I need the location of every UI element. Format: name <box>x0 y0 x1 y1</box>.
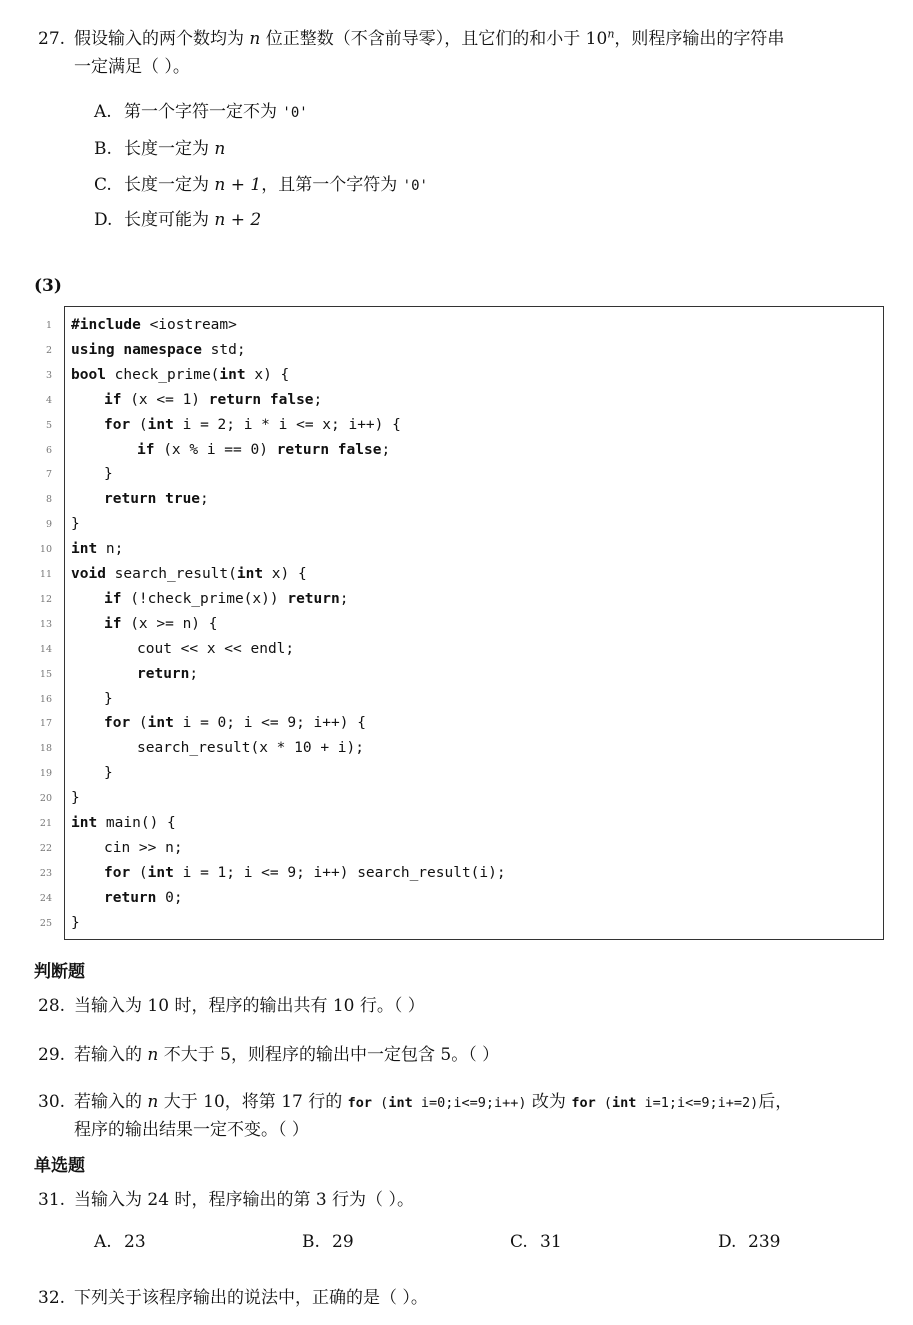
code-keyword: if <box>104 615 122 632</box>
q30-text-c: 改为 <box>531 1092 566 1112</box>
option-label: D. <box>94 210 113 230</box>
q31-option-d[interactable] <box>718 1232 780 1252</box>
code-keyword: #include <box>71 317 141 333</box>
code-keyword: if <box>104 391 122 408</box>
option-text: 长度可能为 <box>124 210 209 230</box>
q27-option-c[interactable] <box>94 170 428 195</box>
code-part: i=0;i<=9;i++) <box>412 1095 527 1111</box>
q32-text: 下列关于该程序输出的说法中，正确的是（ ）。 <box>74 1288 428 1308</box>
q30-line1 <box>38 1087 792 1112</box>
code-part: i=1;i<=9;i+=2) <box>636 1095 759 1111</box>
code-text: <iostream> <box>140 317 237 333</box>
option-code: '0' <box>282 105 308 121</box>
code-keyword: return false <box>276 441 382 458</box>
code-kw: for <box>571 1095 596 1111</box>
q27-option-b[interactable] <box>94 134 225 159</box>
code-part: ( <box>595 1095 612 1111</box>
q27-text-b: 位正整数（不含前导零），且它们的和小于 <box>265 29 581 49</box>
q32-number: 32. <box>38 1288 66 1308</box>
q27-option-d[interactable] <box>94 205 261 230</box>
code-keyword: if <box>104 590 122 607</box>
code-line <box>104 392 322 416</box>
code-line <box>137 740 364 764</box>
code-text: n; <box>97 541 124 558</box>
code-text: ( <box>130 715 148 732</box>
code-line-number: 11 <box>39 569 52 580</box>
code-line-number: 6 <box>45 444 52 456</box>
q29-text-a: 若输入的 <box>74 1045 142 1065</box>
code-line-number: 20 <box>39 793 52 805</box>
code-line-number: 13 <box>39 618 52 630</box>
q31-option-a[interactable] <box>94 1232 146 1252</box>
code-keyword: int <box>147 864 174 881</box>
section-heading-3: (3) <box>34 276 62 296</box>
q30-number: 30. <box>38 1092 66 1112</box>
option-label: A. <box>94 102 112 122</box>
code-line-number: 3 <box>45 369 52 381</box>
code-keyword: return <box>104 889 157 906</box>
code-keyword: for <box>104 864 131 881</box>
code-line-number: 2 <box>45 344 52 356</box>
option-text: 23 <box>124 1232 146 1252</box>
code-text: ; <box>200 491 209 508</box>
option-math: n + 2 <box>214 210 262 230</box>
code-line <box>104 417 401 441</box>
code-line-number: 18 <box>39 743 52 755</box>
code-line <box>71 516 80 540</box>
option-text: 长度一定为 <box>124 175 209 195</box>
q29-text-b: 不大于 5，则程序的输出中一定包含 5。（ ） <box>163 1045 500 1065</box>
code-keyword: for <box>104 416 131 433</box>
code-text: (x <= 1) <box>121 391 209 408</box>
option-label: C. <box>510 1232 528 1252</box>
code-line <box>104 890 183 914</box>
option-label: A. <box>94 1232 112 1252</box>
code-text: ; <box>313 391 323 408</box>
code-keyword: int <box>71 815 98 831</box>
code-line-number: 10 <box>39 544 52 556</box>
code-line <box>104 491 209 515</box>
code-text: cin >> n; <box>104 839 183 856</box>
code-line-number: 8 <box>45 494 52 506</box>
option-label: B. <box>94 139 112 159</box>
code-keyword: return <box>287 590 340 607</box>
code-line <box>71 815 176 839</box>
code-line-number: 24 <box>39 892 52 904</box>
code-text: (!check_prime(x)) <box>121 590 288 607</box>
code-text: i = 2; i * i <= x; i++) { <box>173 416 401 433</box>
option-text: 31 <box>540 1232 562 1252</box>
q28 <box>38 991 425 1016</box>
code-text: check_prime( <box>105 366 220 383</box>
code-line-number: 23 <box>39 867 52 879</box>
code-text: } <box>71 914 80 931</box>
option-text: 第一个字符一定不为 <box>124 102 277 122</box>
q27-power <box>586 29 615 49</box>
code-line-number: 14 <box>39 643 52 655</box>
code-line <box>71 915 80 939</box>
code-text: ; <box>339 590 349 607</box>
q30-text-a: 若输入的 <box>74 1092 142 1112</box>
q29-var-n: n <box>147 1045 159 1065</box>
code-line <box>71 367 289 391</box>
q27-line1 <box>38 24 784 49</box>
code-line <box>104 466 113 490</box>
code-line <box>104 691 113 715</box>
code-text: } <box>104 690 113 707</box>
code-line-number: 12 <box>39 593 52 605</box>
code-text: i = 0; i <= 9; i++) { <box>173 715 366 732</box>
q29-number: 29. <box>38 1045 66 1065</box>
code-keyword: return <box>137 665 190 682</box>
code-line <box>104 616 218 640</box>
code-listing <box>64 306 884 940</box>
code-text: cout << x << endl; <box>137 640 295 657</box>
code-text: ; <box>189 665 199 682</box>
q29 <box>38 1040 499 1065</box>
q27-text-a: 假设输入的两个数均为 <box>74 29 244 49</box>
code-text: ; <box>381 441 391 458</box>
code-line-number: 16 <box>39 693 52 705</box>
q27-line2: 一定满足（ ）。 <box>74 57 190 77</box>
q28-number: 28. <box>38 996 66 1016</box>
q28-text: 当输入为 10 时，程序的输出共有 10 行。（ ） <box>74 996 425 1016</box>
code-line <box>104 715 366 739</box>
code-text: } <box>104 765 113 782</box>
option-math: n <box>214 139 226 159</box>
q30-code-modified <box>571 1095 758 1111</box>
code-text: i = 1; i <= 9; i++) search_result(i); <box>173 864 506 881</box>
q27-var-n: n <box>249 29 261 49</box>
code-line <box>137 666 198 690</box>
q27-number: 27. <box>38 29 66 49</box>
code-line-number: 7 <box>45 469 52 481</box>
code-kw: int <box>388 1095 413 1111</box>
code-line-number: 22 <box>39 842 52 854</box>
option-text: 29 <box>332 1232 354 1252</box>
code-keyword: return false <box>208 391 314 408</box>
code-keyword: if <box>137 441 155 458</box>
code-text: (x % i == 0) <box>154 441 277 458</box>
q30-line2: 程序的输出结果一定不变。（ ） <box>74 1120 309 1140</box>
code-text: } <box>71 516 80 533</box>
code-part: ( <box>372 1095 389 1111</box>
q30-text-b: 大于 10，将第 17 行的 <box>163 1092 343 1112</box>
code-keyword: int <box>147 416 174 433</box>
q31-text: 当输入为 24 时，程序输出的第 3 行为（ ）。 <box>74 1190 414 1210</box>
code-line-number: 21 <box>39 818 52 829</box>
code-text: (x >= n) { <box>121 615 218 632</box>
code-text: search_result( <box>105 566 237 582</box>
option-code: '0' <box>402 178 428 194</box>
code-line-number: 19 <box>39 768 52 780</box>
code-line <box>71 566 307 590</box>
q27-text-c: ，则程序输出的字符串 <box>614 29 785 49</box>
code-line-number: 25 <box>39 917 52 929</box>
q31-number: 31. <box>38 1190 66 1210</box>
q32 <box>38 1283 428 1308</box>
code-text: main() { <box>97 815 176 831</box>
code-line <box>137 442 390 466</box>
code-line-number: 15 <box>39 668 52 680</box>
code-line <box>137 641 294 665</box>
q30-code-original <box>348 1095 527 1111</box>
code-keyword: bool <box>71 366 106 383</box>
code-keyword: void <box>71 566 106 582</box>
code-text: x) { <box>263 566 307 582</box>
code-line-number: 5 <box>45 419 52 431</box>
q27-option-a[interactable] <box>94 97 308 122</box>
option-label: D. <box>718 1232 737 1252</box>
option-math: n + 1 <box>214 175 262 195</box>
q31-option-b[interactable] <box>302 1232 354 1252</box>
code-kw: int <box>611 1095 637 1111</box>
option-label: B. <box>302 1232 320 1252</box>
q27-pow-base: 10 <box>585 29 608 49</box>
code-text: } <box>71 790 80 807</box>
code-kw: for <box>347 1095 373 1111</box>
code-text: } <box>104 466 113 483</box>
code-line-number: 9 <box>45 519 52 531</box>
option-text2: ，且第一个字符为 <box>261 175 398 195</box>
q30-var-n: n <box>147 1092 159 1112</box>
code-line-number: 17 <box>39 718 52 730</box>
q27-pow-exp: n <box>607 27 615 41</box>
code-line <box>71 790 80 814</box>
code-line <box>104 840 183 864</box>
code-line <box>104 591 348 615</box>
code-keyword: for <box>104 715 131 732</box>
code-line <box>104 865 506 889</box>
q31 <box>38 1185 414 1210</box>
mc-heading: 单选题 <box>34 1156 85 1176</box>
code-line <box>71 317 237 341</box>
code-keyword: int <box>147 715 174 732</box>
option-text: 长度一定为 <box>124 139 209 159</box>
code-text: ( <box>130 864 148 881</box>
option-label: C. <box>94 175 112 195</box>
option-text: 239 <box>748 1232 781 1252</box>
code-line-number: 1 <box>45 320 52 331</box>
code-keyword: int <box>219 366 246 383</box>
code-text: x) { <box>245 366 290 383</box>
code-keyword: return true <box>104 491 201 508</box>
q31-option-c[interactable] <box>510 1232 562 1252</box>
code-text: search_result(x * 10 + i); <box>137 740 364 757</box>
code-keyword: using namespace <box>71 341 202 358</box>
code-text: std; <box>201 341 246 358</box>
code-line <box>71 342 246 366</box>
code-text: 0; <box>156 889 183 906</box>
code-keyword: int <box>236 566 264 582</box>
code-keyword: int <box>71 541 98 558</box>
code-text: ( <box>130 416 148 433</box>
code-line <box>104 765 113 789</box>
q30-text-d: 后， <box>758 1092 793 1112</box>
code-line-number: 4 <box>45 394 52 406</box>
code-line <box>71 541 123 565</box>
tf-heading: 判断题 <box>34 962 85 982</box>
